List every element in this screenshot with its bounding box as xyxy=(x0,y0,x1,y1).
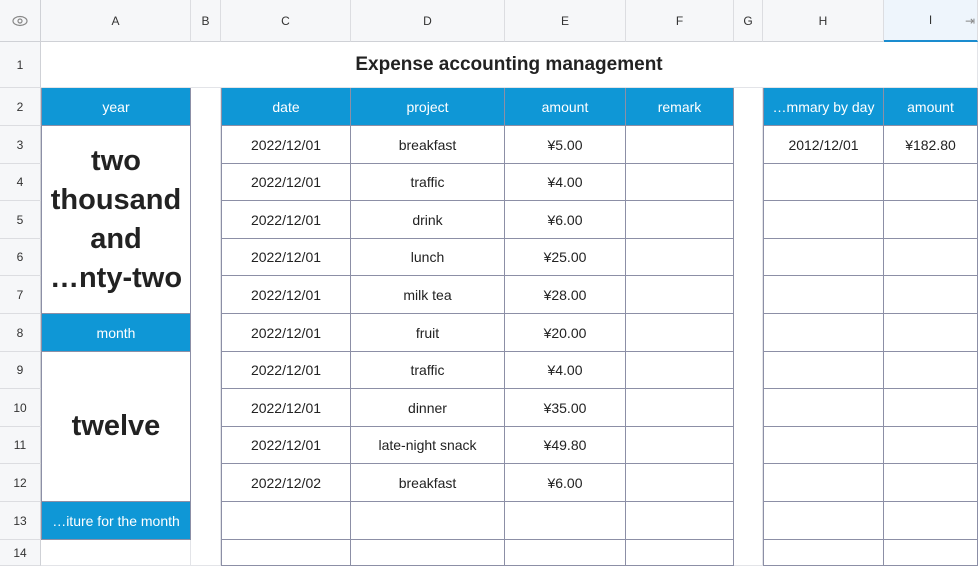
summary-cell-amount[interactable] xyxy=(884,502,978,540)
summary-cell-date[interactable] xyxy=(763,502,884,540)
expense-cell-remark[interactable] xyxy=(626,314,734,352)
expense-cell-amount[interactable]: ¥5.00 xyxy=(505,126,626,164)
expense-cell-remark[interactable] xyxy=(626,540,734,566)
summary-header[interactable]: …mmary by day xyxy=(763,88,884,126)
expense-cell-project[interactable]: dinner xyxy=(351,389,505,427)
summary-cell-date[interactable] xyxy=(763,239,884,276)
summary-cell-amount[interactable] xyxy=(884,464,978,502)
summary-cell-date[interactable] xyxy=(763,164,884,201)
column-header-g[interactable]: G xyxy=(734,0,763,42)
column-header-a[interactable]: A xyxy=(41,0,191,42)
summary-cell-amount[interactable] xyxy=(884,239,978,276)
expense-cell-date[interactable]: 2022/12/01 xyxy=(221,276,351,314)
expense-cell-project[interactable] xyxy=(351,502,505,540)
summary-cell-amount[interactable]: ¥182.80 xyxy=(884,126,978,164)
summary-cell-date[interactable] xyxy=(763,389,884,427)
expense-cell-amount[interactable]: ¥6.00 xyxy=(505,464,626,502)
expense-cell-amount[interactable]: ¥4.00 xyxy=(505,164,626,201)
project-header[interactable]: project xyxy=(351,88,505,126)
expense-cell-remark[interactable] xyxy=(626,239,734,276)
column-g-cells[interactable] xyxy=(734,88,763,566)
year-value-line-1: two xyxy=(91,144,141,177)
summary-cell-date[interactable] xyxy=(763,352,884,389)
expense-cell-remark[interactable] xyxy=(626,502,734,540)
column-header-e[interactable]: E xyxy=(505,0,626,42)
expense-cell-date[interactable]: 2022/12/01 xyxy=(221,427,351,464)
expense-cell-project[interactable] xyxy=(351,540,505,566)
row-header-13[interactable]: 13 xyxy=(0,502,41,540)
expense-cell-remark[interactable] xyxy=(626,464,734,502)
expense-cell-date[interactable] xyxy=(221,502,351,540)
expense-cell-project[interactable]: milk tea xyxy=(351,276,505,314)
expense-cell-amount[interactable]: ¥4.00 xyxy=(505,352,626,389)
row-header-11[interactable]: 11 xyxy=(0,427,41,464)
expense-cell-project[interactable]: late-night snack xyxy=(351,427,505,464)
expenditure-label[interactable]: …iture for the month xyxy=(41,502,191,540)
row-header-8[interactable]: 8 xyxy=(0,314,41,352)
column-header-f[interactable]: F xyxy=(626,0,734,42)
expense-cell-date[interactable]: 2022/12/01 xyxy=(221,164,351,201)
summary-cell-amount[interactable] xyxy=(884,389,978,427)
column-header-i[interactable] xyxy=(884,0,978,42)
row-header-10[interactable]: 10 xyxy=(0,389,41,427)
row-header-3[interactable]: 3 xyxy=(0,126,41,164)
expense-cell-amount[interactable]: ¥6.00 xyxy=(505,201,626,239)
expense-cell-date[interactable] xyxy=(221,540,351,566)
row-header-2[interactable]: 2 xyxy=(0,88,41,126)
expense-cell-project[interactable]: lunch xyxy=(351,239,505,276)
expense-cell-date[interactable]: 2022/12/01 xyxy=(221,201,351,239)
summary-cell-date[interactable] xyxy=(763,201,884,239)
column-header-c[interactable]: C xyxy=(221,0,351,42)
year-value-line-2: thousand xyxy=(50,183,182,216)
summary-cell-amount[interactable] xyxy=(884,164,978,201)
expense-cell-remark[interactable] xyxy=(626,201,734,239)
summary-cell-date[interactable]: 2012/12/01 xyxy=(763,126,884,164)
column-header-h[interactable]: H xyxy=(763,0,884,42)
column-header-b[interactable]: B xyxy=(191,0,221,42)
row-header-4[interactable]: 4 xyxy=(0,164,41,201)
expense-cell-date[interactable]: 2022/12/01 xyxy=(221,389,351,427)
column-header-d[interactable]: D xyxy=(351,0,505,42)
expand-icon[interactable]: ⇥ xyxy=(964,14,976,28)
column-b-cells[interactable] xyxy=(191,88,221,566)
expense-cell-amount[interactable]: ¥35.00 xyxy=(505,389,626,427)
expense-cell-date[interactable]: 2022/12/02 xyxy=(221,464,351,502)
expense-cell-remark[interactable] xyxy=(626,427,734,464)
summary-cell-date[interactable] xyxy=(763,276,884,314)
summary-amount-header[interactable]: amount xyxy=(884,88,978,126)
expense-cell-remark[interactable] xyxy=(626,164,734,201)
expense-cell-date[interactable]: 2022/12/01 xyxy=(221,352,351,389)
year-label[interactable]: year xyxy=(41,88,191,126)
row-header-1[interactable]: 1 xyxy=(0,42,41,88)
expense-cell-date[interactable]: 2022/12/01 xyxy=(221,314,351,352)
summary-cell-amount[interactable] xyxy=(884,352,978,389)
expense-cell-date[interactable]: 2022/12/01 xyxy=(221,239,351,276)
expense-cell-remark[interactable] xyxy=(626,276,734,314)
summary-cell-amount[interactable] xyxy=(884,314,978,352)
expense-cell-amount[interactable]: ¥28.00 xyxy=(505,276,626,314)
summary-cell-amount[interactable] xyxy=(884,540,978,566)
expense-cell-amount[interactable]: ¥25.00 xyxy=(505,239,626,276)
summary-cell-date[interactable] xyxy=(763,314,884,352)
expense-cell-amount[interactable]: ¥20.00 xyxy=(505,314,626,352)
eye-icon[interactable] xyxy=(0,0,41,42)
year-value-line-3: and xyxy=(90,222,142,255)
date-header[interactable]: date xyxy=(221,88,351,126)
amount-header[interactable]: amount xyxy=(505,88,626,126)
summary-cell-amount[interactable] xyxy=(884,276,978,314)
expense-cell-remark[interactable] xyxy=(626,126,734,164)
row-header-12[interactable]: 12 xyxy=(0,464,41,502)
expense-cell-project[interactable]: breakfast xyxy=(351,126,505,164)
month-label[interactable]: month xyxy=(41,314,191,352)
sheet-title[interactable]: Expense accounting management xyxy=(41,42,978,88)
expense-cell-project[interactable]: traffic xyxy=(351,352,505,389)
month-value[interactable]: twelve xyxy=(41,352,191,502)
expense-cell-date[interactable]: 2022/12/01 xyxy=(221,126,351,164)
summary-cell-date[interactable] xyxy=(763,540,884,566)
row-header-7[interactable]: 7 xyxy=(0,276,41,314)
row-header-9[interactable]: 9 xyxy=(0,352,41,389)
expense-cell-project[interactable]: fruit xyxy=(351,314,505,352)
summary-cell-amount[interactable] xyxy=(884,427,978,464)
expense-cell-project[interactable]: drink xyxy=(351,201,505,239)
expense-cell-amount[interactable] xyxy=(505,540,626,566)
row-header-5[interactable]: 5 xyxy=(0,201,41,239)
expense-cell-project[interactable]: breakfast xyxy=(351,464,505,502)
remark-header[interactable]: remark xyxy=(626,88,734,126)
column-header-i-label: I xyxy=(928,13,933,27)
summary-cell-date[interactable] xyxy=(763,464,884,502)
summary-cell-amount[interactable] xyxy=(884,201,978,239)
expense-cell-remark[interactable] xyxy=(626,389,734,427)
expense-cell-amount[interactable]: ¥49.80 xyxy=(505,427,626,464)
expense-cell-amount[interactable] xyxy=(505,502,626,540)
expense-cell-remark[interactable] xyxy=(626,352,734,389)
summary-cell-date[interactable] xyxy=(763,427,884,464)
row-header-6[interactable]: 6 xyxy=(0,239,41,276)
expense-cell-project[interactable]: traffic xyxy=(351,164,505,201)
row-header-14[interactable]: 14 xyxy=(0,540,41,566)
cell-a14[interactable] xyxy=(41,540,191,566)
year-value[interactable] xyxy=(41,126,191,314)
year-value-line-4: …nty-two xyxy=(49,261,183,294)
